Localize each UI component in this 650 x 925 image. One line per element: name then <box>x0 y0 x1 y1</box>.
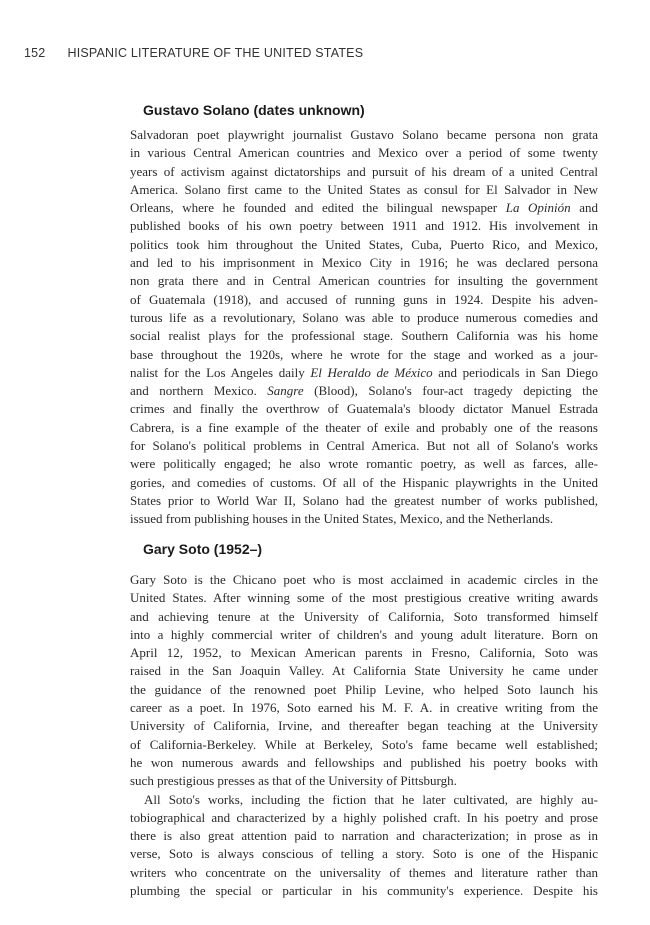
running-head-title: HISPANIC LITERATURE OF THE UNITED STATES <box>67 46 364 60</box>
body-line: and achieving tenure at the University of California, Soto transformed himself <box>130 608 598 624</box>
body-line: University of California, Irvine, and thereafter began teaching at the University <box>130 718 598 734</box>
body-line: of Guatemala (1918), and accused of running guns in 1924. Despite his adven- <box>130 291 598 307</box>
body-line: writers who concentrate on the universality of themes and literature rather than <box>130 864 598 880</box>
body-line: there is also great attention paid to narration and characterization; in prose as in <box>130 828 598 844</box>
body-line: were politically engaged; he also wrote romantic poetry, as well as farces, alle- <box>130 456 598 472</box>
body-line: he won numerous awards and fellowships and published his poetry books with <box>130 754 598 770</box>
body-line: in various Central American countries and Mexico over a period of some twenty <box>130 145 598 161</box>
body-line: into a highly commercial writer of children's and young adult literature. Born on <box>130 626 598 642</box>
body-line: turous life as a revolutionary, Solano was able to produce numerous comedies and <box>130 309 598 325</box>
body-line: Salvadoran poet playwright journalist Gustavo Solano became persona non grata <box>130 127 598 142</box>
body-line: for Solano's political problems in Central America. But not all of Solano's works <box>130 438 598 454</box>
body-line: career as a poet. In 1976, Soto earned his M. F. A. in creative writing from the <box>130 700 598 716</box>
body-line: States prior to World War II, Solano had the greatest number of works published, <box>130 492 598 508</box>
body-line: social realist plays for the professional stage. Southern California was his home <box>130 328 598 344</box>
body-line: and northern Mexico. Sangre (Blood), Solano's four-act tragedy depicting the <box>130 383 598 399</box>
body-line: issued from publishing houses in the United States, Mexico, and the Netherlands. <box>130 511 554 527</box>
body-line: such prestigious presses as that of the University of Pittsburgh. <box>130 773 457 789</box>
body-line: April 12, 1952, to Mexican American parents in Fresno, California, Soto was <box>130 645 598 661</box>
body-line: plumbing the special or particular in his community's experience. Despite his <box>130 883 598 899</box>
body-line: non grata there and in Central American countries for insulting the government <box>130 273 598 289</box>
entry-heading-soto: Gary Soto (1952–) <box>143 541 263 557</box>
body-line: crimes and finally the overthrow of Guatemala's bloody dictator Manuel Estrada <box>130 401 598 417</box>
body-line: verse, Soto is always conscious of telling a story. Soto is one of the Hispanic <box>130 846 598 862</box>
body-line: All Soto's works, including the fiction that he later cultivated, are highly au- <box>144 791 598 807</box>
body-line: United States. After winning some of the most prestigious creative writing awards <box>130 590 598 606</box>
body-line: Gary Soto is the Chicano poet who is most acclaimed in academic circles in the <box>130 572 598 587</box>
body-line: base throughout the 1920s, where he wrote for the stage and worked as a jour- <box>130 346 598 362</box>
body-line: Orleans, where he founded and edited the bilingual newspaper La Opinión and <box>130 200 598 216</box>
body-line: America. Solano first came to the United States as consul for El Salvador in New <box>130 181 598 197</box>
work-title: La Opinión <box>505 200 571 216</box>
body-line: published books of his own poetry between 1911 and 1912. His involvement in <box>130 218 598 234</box>
body-line: nalist for the Los Angeles daily El Heraldo de México and periodicals in San Diego <box>130 364 598 380</box>
body-line: gories, and comedies of customs. Of all of the Hispanic playwrights in the United <box>130 474 598 490</box>
body-line: Cabrera, is a fine example of the theater of exile and probably one of the reasons <box>130 419 598 435</box>
running-head <box>24 46 363 60</box>
entry-body-solano <box>130 126 598 529</box>
body-line: raised in the San Joaquin Valley. At California State University he came under <box>130 663 598 679</box>
body-line: tobiographical and characterized by a highly polished craft. In his poetry and prose <box>130 809 598 825</box>
body-line: of California-Berkeley. While at Berkeley, Soto's fame became well established; <box>130 736 598 752</box>
body-line: years of activism against dictatorships and pursuit of his dream of a united Central <box>130 163 598 179</box>
body-line: the guidance of the renowned poet Philip Levine, who helped Soto launch his <box>130 681 598 697</box>
page-number: 152 <box>24 46 46 60</box>
body-line: politics took him throughout the United States, Cuba, Puerto Rico, and Mexico, <box>130 236 598 252</box>
entry-heading-solano: Gustavo Solano (dates unknown) <box>143 102 365 118</box>
body-line: and led to his imprisonment in Mexico City in 1916; he was declared persona <box>130 255 598 271</box>
work-title: El Heraldo de México <box>310 364 433 380</box>
entry-body-soto <box>130 571 598 900</box>
work-title: Sangre <box>267 383 304 399</box>
